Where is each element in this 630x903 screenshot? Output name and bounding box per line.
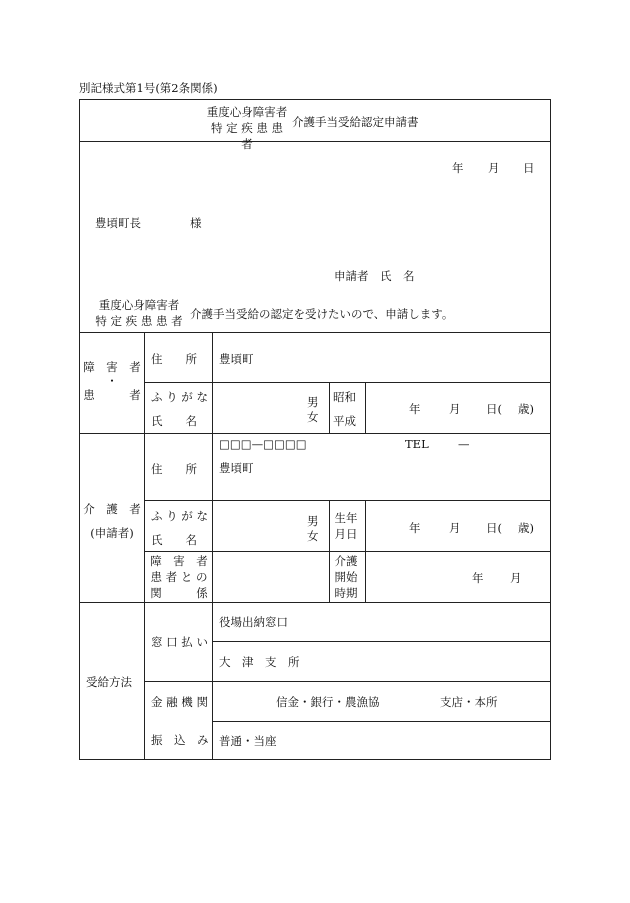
patient-birth-year: 年 <box>409 402 421 416</box>
patient-address-value: 豊頃町 <box>219 352 254 366</box>
divider <box>144 681 551 682</box>
patient-label-line1: 障 害 者 <box>83 360 141 374</box>
caregiver-section-label <box>80 497 144 545</box>
divider <box>144 332 145 760</box>
caregiver-tel-label: TEL <box>405 437 429 451</box>
caregiver-name-label: 氏 名 <box>151 533 197 547</box>
title-prefix <box>204 104 290 152</box>
body-prefix <box>93 297 185 329</box>
divider <box>212 332 213 760</box>
divider <box>329 500 330 602</box>
application-statement: 介護手当受給の認定を受けたいので、申請します。 <box>190 307 454 321</box>
patient-birth-day: 日( <box>486 402 502 416</box>
care-start-line2: 開始 <box>334 570 358 584</box>
form-frame <box>79 99 551 760</box>
care-start-line3: 時期 <box>334 586 358 600</box>
caregiver-birthdate-label <box>332 510 360 542</box>
caregiver-address-label: 住 所 <box>151 462 197 476</box>
patient-gender-female: 女 <box>307 410 319 424</box>
caregiver-gender-female: 女 <box>307 529 319 543</box>
addressee: 豊頃町長 <box>95 216 141 230</box>
caregiver-birth-label-line2: 月日 <box>334 527 358 541</box>
divider <box>212 641 551 642</box>
honorific: 様 <box>190 216 202 230</box>
window-option-office: 役場出納窓口 <box>219 615 288 629</box>
body-prefix-line2: 特 定 疾 患 患 者 <box>95 314 183 328</box>
title-prefix-line1: 重度心身障害者 <box>206 105 288 119</box>
caregiver-label-line2: (申請者) <box>90 526 134 540</box>
window-payment-label: 窓 口 払 い <box>151 635 208 649</box>
divider <box>365 500 366 602</box>
relation-label-line3: 関 係 <box>150 586 208 600</box>
caregiver-birth-label-line1: 生年 <box>334 511 358 525</box>
date-day: 日 <box>523 161 535 175</box>
relation-label <box>148 553 210 601</box>
caregiver-gender-male: 男 <box>307 514 319 528</box>
patient-section-label <box>80 360 144 402</box>
care-start-year: 年 <box>472 571 484 585</box>
care-start-month: 月 <box>510 571 522 585</box>
payment-method-label: 受給方法 <box>86 675 132 689</box>
divider <box>212 721 551 722</box>
date-year: 年 <box>452 161 464 175</box>
patient-age: 歳) <box>518 402 534 416</box>
account-types: 普通・当座 <box>219 734 277 748</box>
patient-birth-month: 月 <box>449 402 461 416</box>
window-option-branch: 大 津 支 所 <box>219 655 300 669</box>
caregiver-tel-dash: — <box>458 437 470 451</box>
divider <box>79 141 551 142</box>
form-number-label: 別記様式第1号(第2条関係) <box>79 81 218 95</box>
caregiver-furigana-label: ふ り が な <box>151 509 208 523</box>
divider <box>79 433 551 434</box>
caregiver-birth-month: 月 <box>449 521 461 535</box>
title-prefix-line2: 特 定 疾 患 患 者 <box>210 121 284 151</box>
caregiver-birth-day: 日( <box>486 521 502 535</box>
bank-transfer-label-line1: 金 融 機 関 <box>151 695 208 709</box>
caregiver-address-value: 豊頃町 <box>219 461 254 475</box>
divider <box>329 382 330 433</box>
patient-gender-male: 男 <box>307 395 319 409</box>
divider <box>144 500 551 501</box>
patient-label-line2: 患 者 <box>83 388 141 402</box>
bank-transfer-label-line2: 振 込 み <box>151 733 209 747</box>
patient-era-showa: 昭和 <box>333 390 356 404</box>
care-start-line1: 介護 <box>334 554 358 568</box>
divider <box>79 332 551 333</box>
patient-name-label: 氏 名 <box>151 414 197 428</box>
branch-types: 支店・本所 <box>440 695 498 709</box>
form-title: 介護手当受給認定申請書 <box>292 115 419 129</box>
caregiver-birth-year: 年 <box>409 521 421 535</box>
patient-label-dot: ・ <box>106 374 118 388</box>
care-start-label <box>332 553 360 601</box>
body-prefix-line1: 重度心身障害者 <box>98 298 180 312</box>
relation-label-line2: 患 者 と の <box>150 570 208 584</box>
divider <box>365 382 366 433</box>
caregiver-label-line1: 介 護 者 <box>83 502 141 516</box>
divider <box>144 551 551 552</box>
divider <box>144 382 551 383</box>
patient-furigana-label: ふ り が な <box>151 390 208 404</box>
divider <box>79 602 551 603</box>
relation-label-line1: 障 害 者 <box>150 554 208 568</box>
caregiver-age: 歳) <box>518 521 534 535</box>
patient-address-label: 住 所 <box>151 352 197 366</box>
applicant-name-label: 申請者 氏 名 <box>334 269 415 283</box>
date-month: 月 <box>488 161 500 175</box>
patient-era-heisei: 平成 <box>333 414 356 428</box>
caregiver-postal-code: □□□—□□□□ <box>219 437 307 451</box>
bank-types: 信金・銀行・農漁協 <box>276 695 380 709</box>
